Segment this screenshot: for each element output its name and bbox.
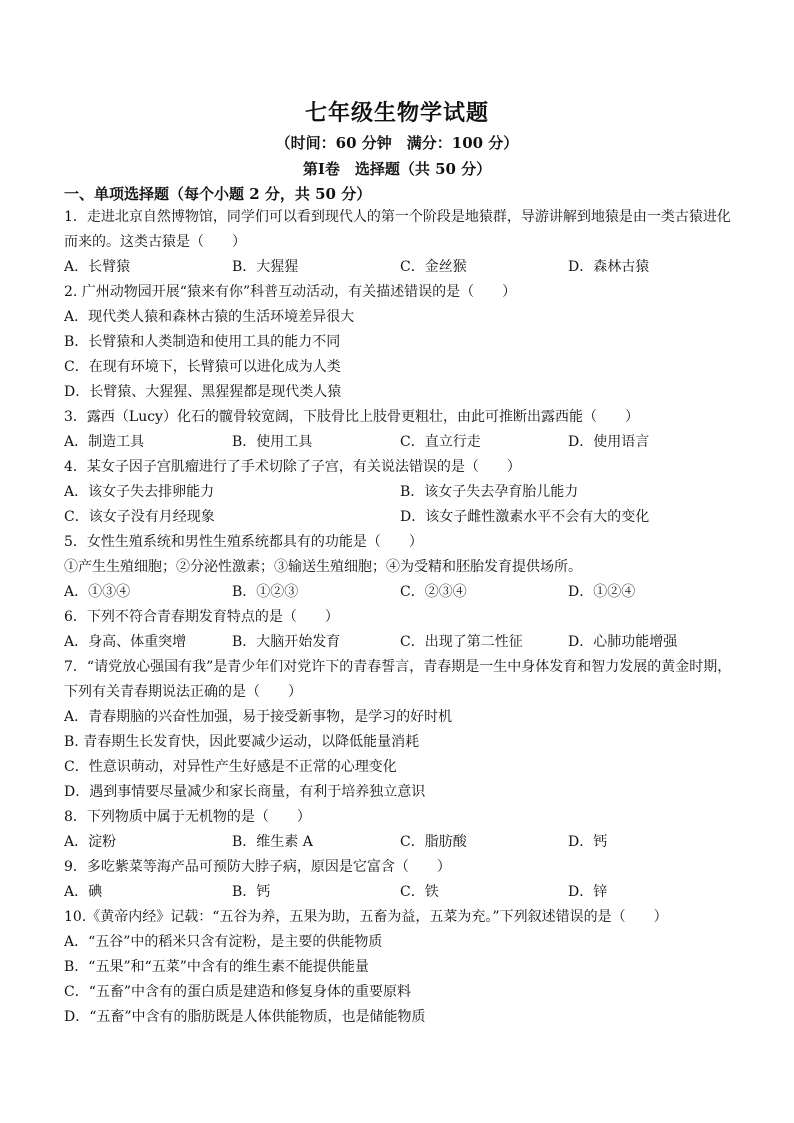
question-7-option-d: D．遇到事情要尽量减少和家长商量，有利于培养独立意识 xyxy=(64,784,426,800)
question-1-option-d: D．森林古猿 xyxy=(568,259,650,275)
question-9-stem: 9．多吃紫菜等海产品可预防大脖子病，原因是它富含（ ） xyxy=(64,859,451,875)
section-heading: 一、单项选择题（每个小题 2 分，共 50 分） xyxy=(64,185,372,203)
question-2-option-d: D．长臂猿、大猩猩、黑猩猩都是现代类人猿 xyxy=(64,384,342,400)
question-4-option-c: C．该女子没有月经现象 xyxy=(64,509,215,525)
question-8-stem: 8．下列物质中属于无机物的是（ ） xyxy=(64,809,311,825)
question-5-option-a: A．①③④ xyxy=(64,584,131,600)
question-9-option-c: C．铁 xyxy=(400,884,439,900)
question-8-option-d: D．钙 xyxy=(568,834,608,850)
question-4-option-b: B．该女子失去孕育胎儿能力 xyxy=(400,484,579,500)
question-5-stem-line-1: 5．女性生殖系统和男性生殖系统都具有的功能是（ ） xyxy=(64,534,423,550)
question-2-option-b: B．长臂猿和人类制造和使用工具的能力不同 xyxy=(64,334,341,350)
question-1-stem-line-2: 而来的。这类古猿是（ ） xyxy=(64,234,246,250)
question-5-option-d: D．①②④ xyxy=(568,584,636,600)
question-6-option-c: C．出现了第二性征 xyxy=(400,634,523,650)
question-9-option-b: B．钙 xyxy=(232,884,271,900)
question-6-option-a: A．身高、体重突增 xyxy=(64,634,187,650)
question-10-option-d: D．“五畜”中含有的脂肪既是人体供能物质，也是储能物质 xyxy=(64,1009,426,1025)
question-4-option-d: D．该女子雌性激素水平不会有大的变化 xyxy=(400,509,650,525)
question-5-stem-line-2: ①产生生殖细胞；②分泌性激素；③输送生殖细胞；④为受精和胚胎发育提供场所。 xyxy=(64,559,582,575)
question-5-option-c: C．②③④ xyxy=(400,584,467,600)
question-3-option-a: A．制造工具 xyxy=(64,434,145,450)
question-7-option-c: C．性意识萌动，对异性产生好感是不正常的心理变化 xyxy=(64,759,397,775)
question-3-option-b: B．使用工具 xyxy=(232,434,313,450)
question-2-stem: 2. 广州动物园开展“猿来有你”科普互动活动，有关描述错误的是（ ） xyxy=(64,284,517,300)
question-7-stem-line-1: 7．“请党放心强国有我”是青少年们对党许下的青春誓言，青春期是一生中身体发育和智力发展的黄金时期， xyxy=(64,659,732,675)
question-1-stem-line-1: 1．走进北京自然博物馆，同学们可以看到现代人的第一个阶段是地猿群，导游讲解到地猿是由一类古猿进化 xyxy=(64,209,731,225)
question-3-option-c: C．直立行走 xyxy=(400,434,481,450)
question-7-option-b: B. 青春期生长发育快，因此要减少运动，以降低能量消耗 xyxy=(64,734,420,750)
question-4-stem: 4．某女子因子宫肌瘤进行了手术切除了子宫，有关说法错误的是（ ） xyxy=(64,459,521,475)
question-2-option-c: C．在现有环境下，长臂猿可以进化成为人类 xyxy=(64,359,341,375)
question-9-option-a: A．碘 xyxy=(64,884,103,900)
question-8-option-c: C．脂肪酸 xyxy=(400,834,467,850)
question-7-option-a: A．青春期脑的兴奋性加强，易于接受新事物，是学习的好时机 xyxy=(64,709,453,725)
question-6-stem: 6．下列不符合青春期发育特点的是（ ） xyxy=(64,609,339,625)
question-3-option-d: D．使用语言 xyxy=(568,434,650,450)
question-10-option-b: B．“五果”和“五菜”中含有的维生素不能提供能量 xyxy=(64,959,369,975)
question-10-option-c: C．“五畜”中含有的蛋白质是建造和修复身体的重要原料 xyxy=(64,984,412,1000)
question-6-option-d: D．心肺功能增强 xyxy=(568,634,678,650)
question-2-option-a: A．现代类人猿和森林古猿的生活环境差异很大 xyxy=(64,309,355,325)
question-1-option-c: C．金丝猴 xyxy=(400,259,467,275)
question-4-option-a: A．该女子失去排卵能力 xyxy=(64,484,215,500)
question-3-stem: 3．露西（Lucy）化石的髋骨较宽阔，下肢骨比上肢骨更粗壮，由此可推断出露西能（ ） xyxy=(64,409,639,425)
question-6-option-b: B．大脑开始发育 xyxy=(232,634,341,650)
question-1-option-a: A．长臂猿 xyxy=(64,259,131,275)
exam-part-heading: 第Ⅰ卷 选择题（共 50 分） xyxy=(302,160,492,178)
exam-meta: （时间：60 分钟 满分：100 分） xyxy=(275,134,519,152)
question-8-option-a: A．淀粉 xyxy=(64,834,117,850)
question-9-option-d: D．锌 xyxy=(568,884,608,900)
question-5-option-b: B．①②③ xyxy=(232,584,299,600)
question-7-stem-line-2: 下列有关青春期说法正确的是（ ） xyxy=(64,684,302,700)
question-10-stem: 10.《黄帝内经》记载：“五谷为养，五果为助，五畜为益，五菜为充。”下列叙述错误的是（ ） xyxy=(64,909,668,925)
question-1-option-b: B．大猩猩 xyxy=(232,259,299,275)
question-8-option-b: B．维生素 A xyxy=(232,834,313,850)
question-10-option-a: A．“五谷”中的稻米只含有淀粉，是主要的供能物质 xyxy=(64,934,383,950)
exam-title: 七年级生物学试题 xyxy=(304,100,489,126)
